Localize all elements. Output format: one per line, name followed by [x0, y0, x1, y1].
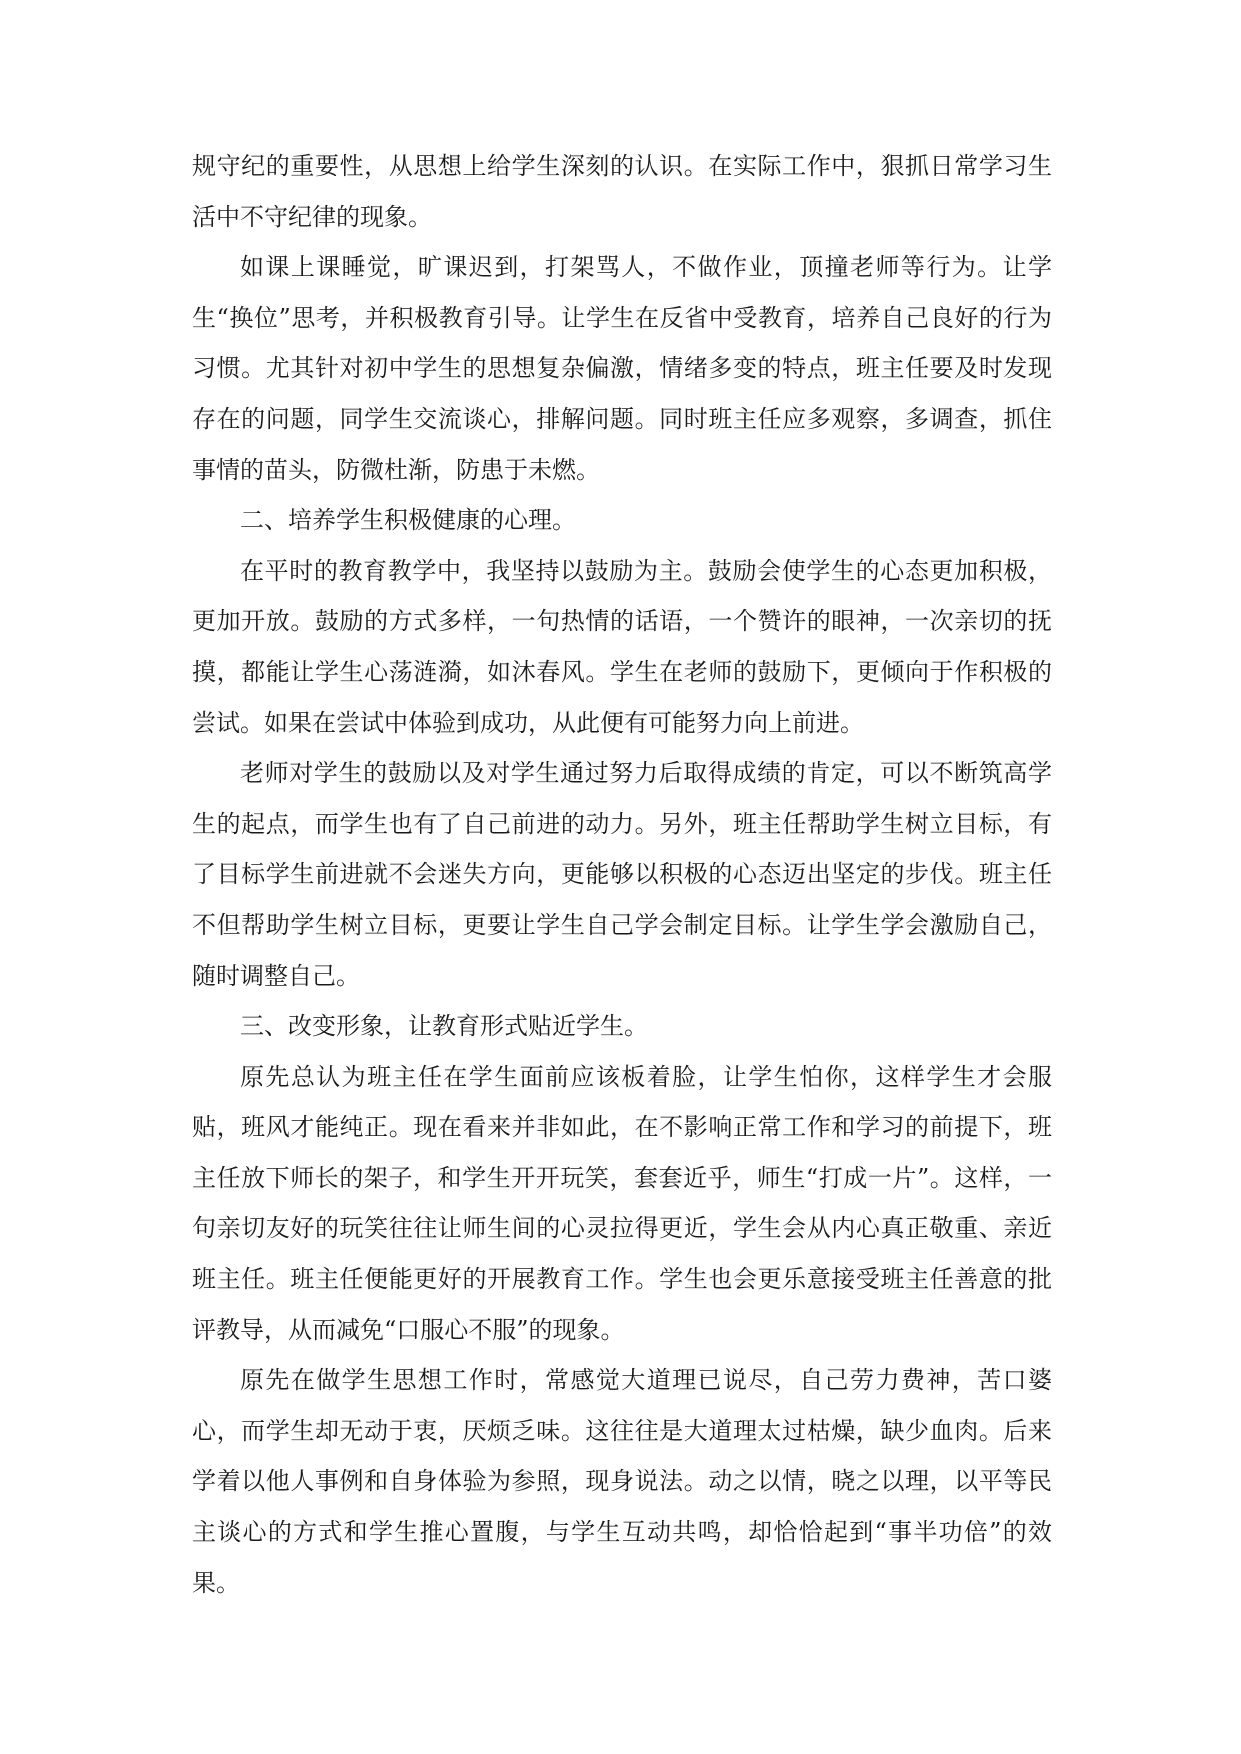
document-body	[192, 141, 1052, 1608]
paragraph-image-change: 原先总认为班主任在学生面前应该板着脸，让学生怕你，这样学生才会服贴，班风才能纯正。现在看来并非如此，在不影响正常工作和学习的前提下，班主任放下师长的架子，和学生开开玩笑，套套近乎，师生“打成一片”。这样，一句亲切友好的玩笑往往让师生间的心灵拉得更近，学生会从内心真正敬重、亲近班主任。班主任便能更好的开展教育工作。学生也会更乐意接受班主任善意的批评教导，从而减免“口服心不服”的现象。	[192, 1062, 1052, 1344]
paragraph-encouragement: 在平时的教育教学中，我坚持以鼓励为主。鼓励会使学生的心态更加积极，更加开放。鼓励的方式多样，一句热情的话语，一个赞许的眼神，一次亲切的抚摸，都能让学生心荡涟漪，如沐春风。学生在老师的鼓励下，更倾向于作积极的尝试。如果在尝试中体验到成功，从此便有可能努力向上前进。	[192, 556, 1052, 737]
paragraph-thought-work: 原先在做学生思想工作时，常感觉大道理已说尽，自己劳力费神，苦口婆心，而学生却无动于衷，厌烦乏味。这往往是大道理太过枯燥，缺少血肉。后来学着以他人事例和自身体验为参照，现身说法。动之以情，晓之以理，以平等民主谈心的方式和学生推心置腹，与学生互动共鸣，却恰恰起到“事半功倍”的效果。	[192, 1366, 1052, 1597]
paragraph-goals: 老师对学生的鼓励以及对学生通过努力后取得成绩的肯定，可以不断筑高学生的起点，而学生也有了自己前进的动力。另外，班主任帮助学生树立目标，有了目标学生前进就不会迷失方向，更能够以积极的心态迈出坚定的步伐。班主任不但帮助学生树立目标，更要让学生自己学会制定目标。让学生学会激励自己，随时调整自己。	[192, 759, 1052, 990]
paragraph-continuation: 规守纪的重要性，从思想上给学生深刻的认识。在实际工作中，狠抓日常学习生活中不守纪律的现象。	[192, 152, 1052, 231]
section-heading-3: 三、改变形象，让教育形式贴近学生。	[240, 1012, 648, 1041]
paragraph-discipline-behaviors: 如课上课睡觉，旷课迟到，打架骂人，不做作业，顶撞老师等行为。让学生“换位”思考，并积极教育引导。让学生在反省中受教育，培养自己良好的行为习惯。尤其针对初中学生的思想复杂偏激，情绪多变的特点，班主任要及时发现存在的问题，同学生交流谈心，排解问题。同时班主任应多观察，多调查，抓住事情的苗头，防微杜渐，防患于未燃。	[192, 253, 1052, 484]
section-heading-2: 二、培养学生积极健康的心理。	[240, 506, 576, 535]
